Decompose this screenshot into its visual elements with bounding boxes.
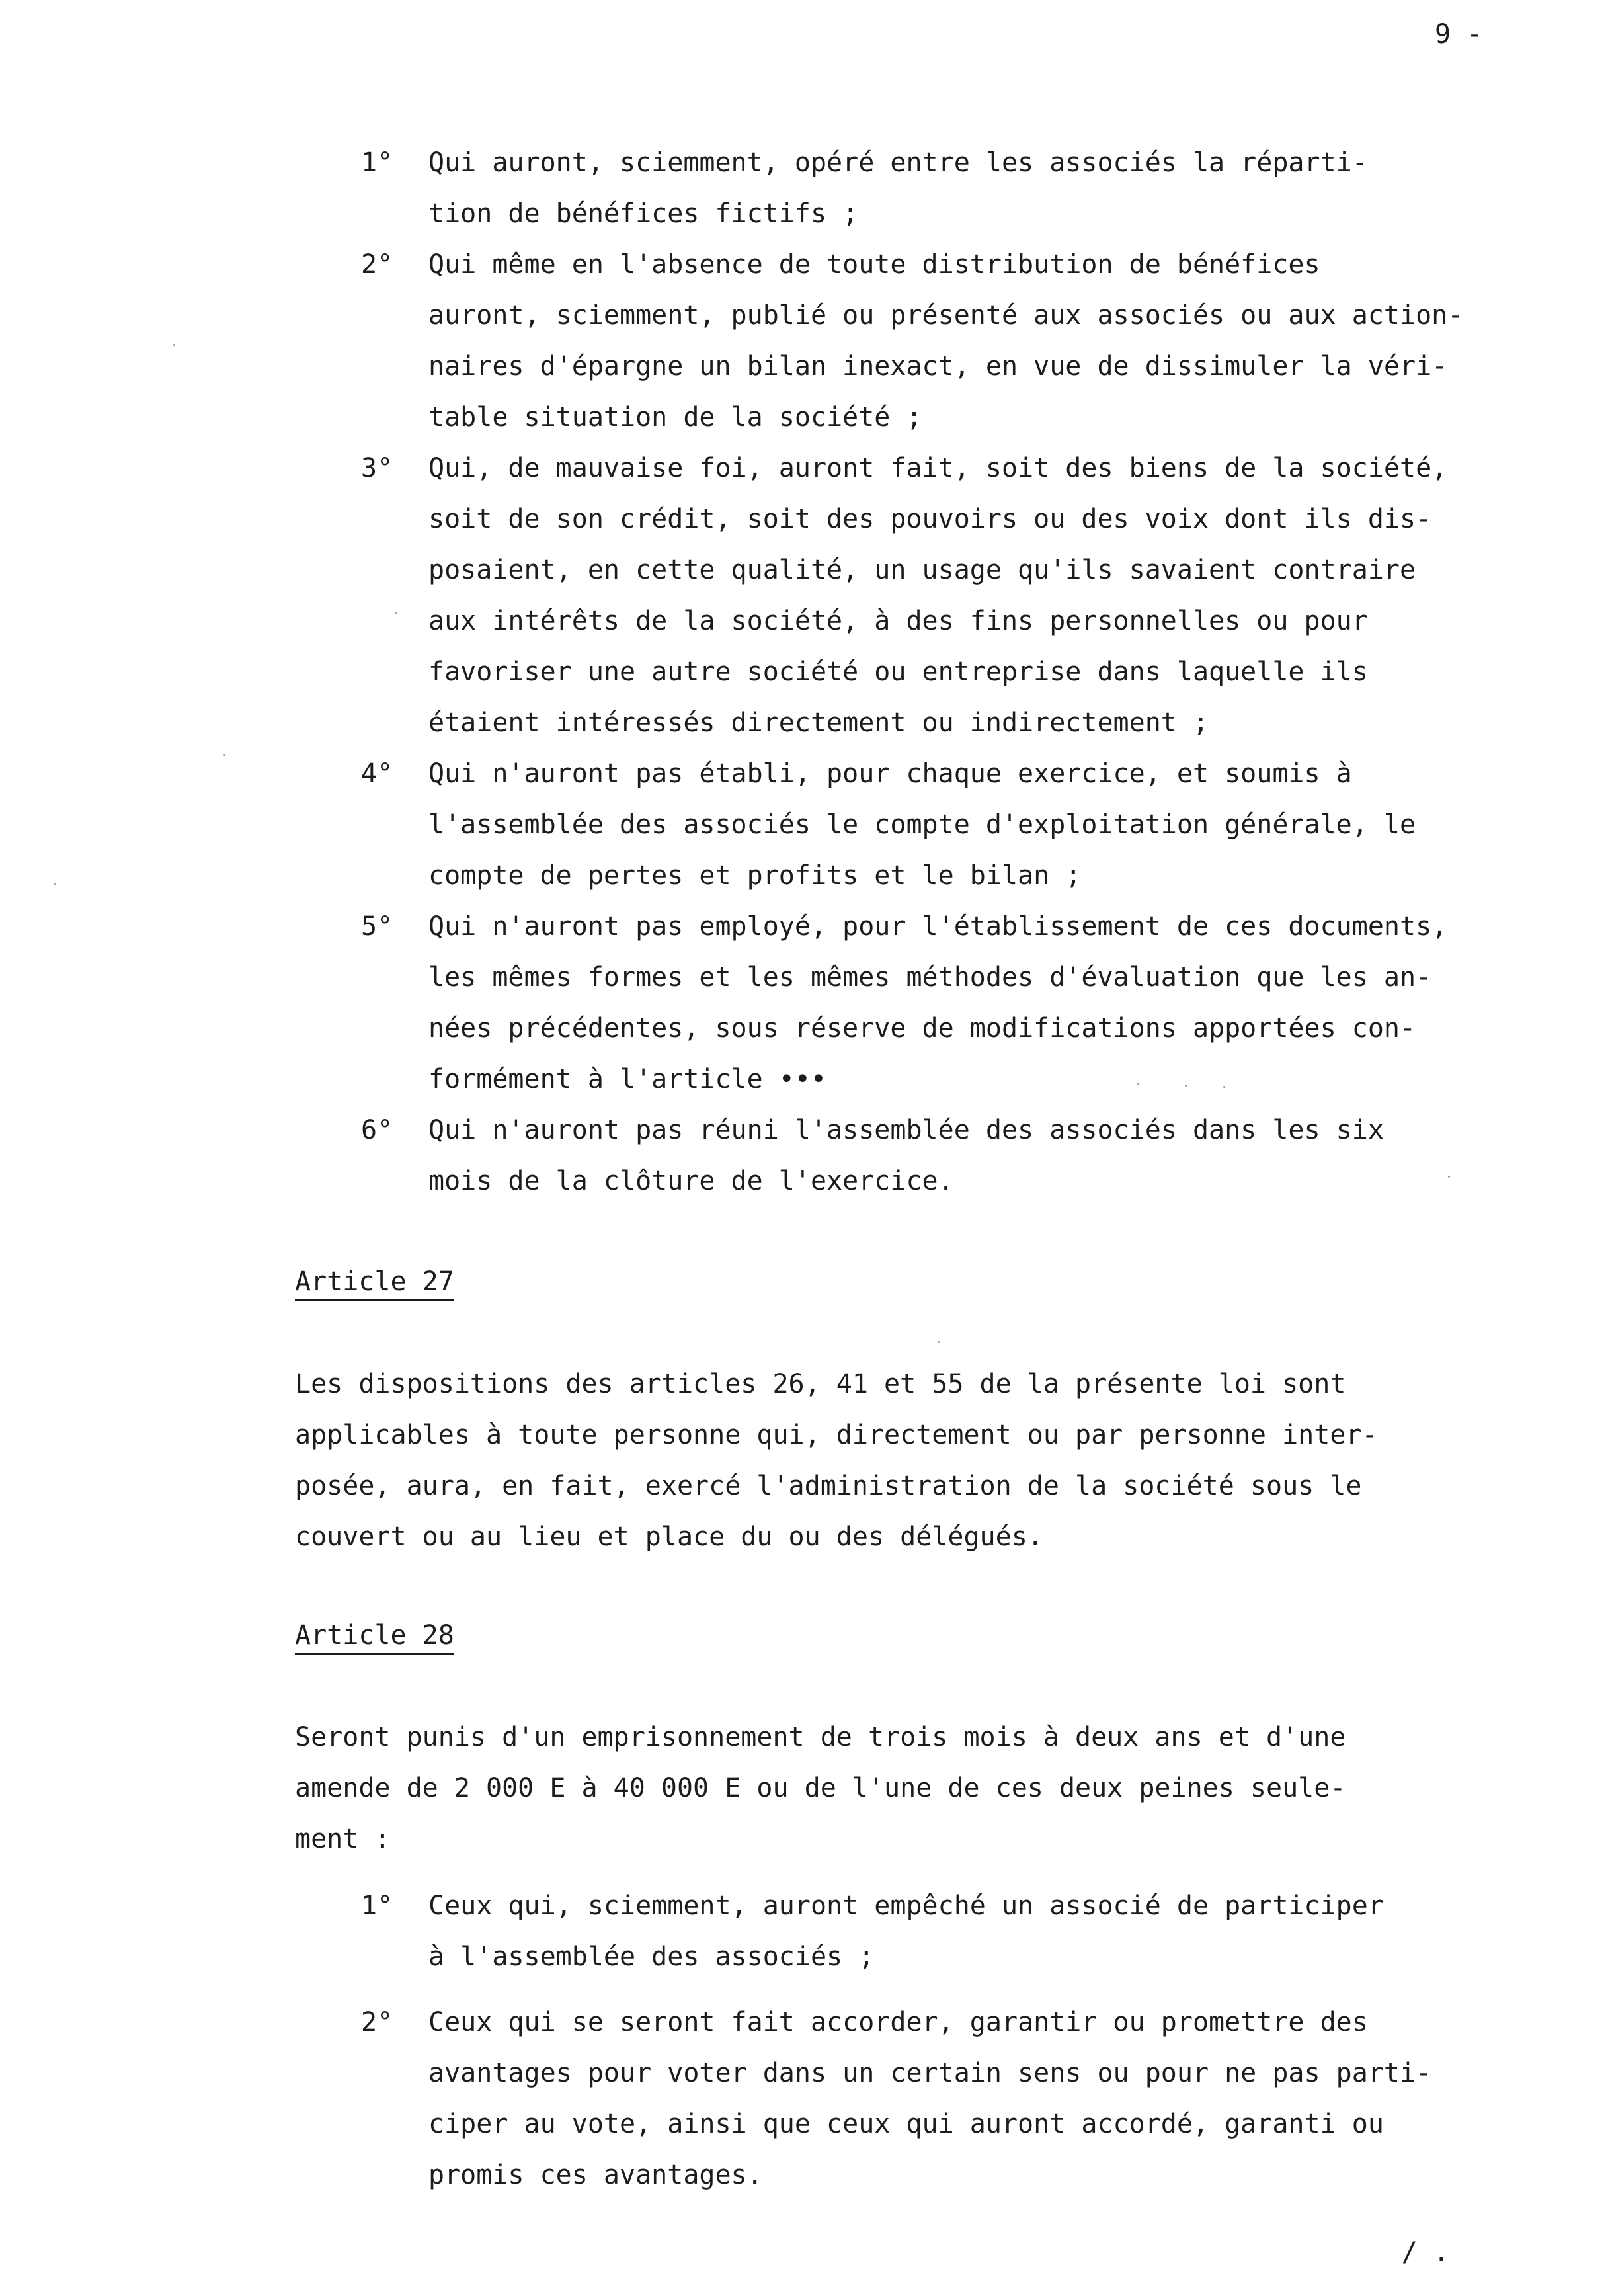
list-item-line: mois de la clôture de l'exercice. <box>428 1166 954 1196</box>
paragraph-line: couvert ou au lieu et place du ou des délégués. <box>295 1522 1043 1552</box>
scan-speck <box>1185 1085 1187 1086</box>
list-item-line: étaient intéressés directement ou indirectement ; <box>428 708 1209 738</box>
list-item-line: Qui n'auront pas employé, pour l'établissement de ces documents, <box>428 911 1448 942</box>
list-item-line: aux intérêts de la société, à des fins personnelles ou pour <box>428 606 1368 636</box>
list-item-line: auront, sciemment, publié ou présenté aux associés ou aux action- <box>428 300 1464 331</box>
list-item-line: formément à l'article ••• <box>428 1064 827 1094</box>
continuation-mark: / . <box>1401 2237 1449 2268</box>
scan-speck <box>938 1341 940 1343</box>
scan-speck <box>1448 1176 1450 1178</box>
paragraph-line: Les dispositions des articles 26, 41 et 55 de la présente loi sont <box>295 1369 1346 1399</box>
paragraph-line: Seront punis d'un emprisonnement de trois mois à deux ans et d'une <box>295 1722 1346 1752</box>
scan-speck <box>173 344 175 346</box>
list-item-line: Qui, de mauvaise foi, auront fait, soit des biens de la société, <box>428 453 1448 483</box>
list-item-line: ciper au vote, ainsi que ceux qui auront accordé, garanti ou <box>428 2109 1384 2139</box>
list-item-line: table situation de la société ; <box>428 402 922 432</box>
list-item-line: Qui n'auront pas réuni l'assemblée des associés dans les six <box>428 1115 1384 1145</box>
list-item-line: nées précédentes, sous réserve de modifications apportées con- <box>428 1013 1416 1044</box>
list-item-line: Qui auront, sciemment, opéré entre les associés la réparti- <box>428 147 1368 178</box>
paragraph-line: applicables à toute personne qui, directement ou par personne inter- <box>295 1420 1378 1450</box>
list-item-line: Qui n'auront pas établi, pour chaque exercice, et soumis à <box>428 758 1352 789</box>
list-item-number: 6° <box>361 1115 393 1145</box>
list-item-line: promis ces avantages. <box>428 2160 763 2190</box>
paragraph-line: ment : <box>295 1824 391 1854</box>
list-item-number: 2° <box>361 249 393 280</box>
paragraph-line: amende de 2 000 E à 40 000 E ou de l'une de ces deux peines seule- <box>295 1773 1346 1803</box>
article-28-heading: Article 28 <box>295 1618 454 1653</box>
page-number: 9 - <box>1435 19 1483 50</box>
list-item-line: les mêmes formes et les mêmes méthodes d'évaluation que les an- <box>428 962 1432 993</box>
list-item-line: Ceux qui, sciemment, auront empêché un associé de participer <box>428 1891 1384 1921</box>
list-item-line: compte de pertes et profits et le bilan ; <box>428 860 1082 891</box>
list-item-line: naires d'épargne un bilan inexact, en vue de dissimuler la véri- <box>428 351 1448 382</box>
scan-speck <box>223 754 225 756</box>
paragraph-line: posée, aura, en fait, exercé l'administration de la société sous le <box>295 1471 1362 1501</box>
article-27-heading: Article 27 <box>295 1264 454 1299</box>
list-item-line: l'assemblée des associés le compte d'exploitation générale, le <box>428 809 1416 840</box>
list-item-number: 2° <box>361 2007 393 2037</box>
list-item-number: 4° <box>361 758 393 789</box>
list-item-line: favoriser une autre société ou entreprise dans laquelle ils <box>428 657 1368 687</box>
list-item-line: avantages pour voter dans un certain sens ou pour ne pas parti- <box>428 2058 1432 2088</box>
scan-speck <box>395 612 397 614</box>
list-item-line: soit de son crédit, soit des pouvoirs ou des voix dont ils dis- <box>428 504 1432 534</box>
list-item-number: 3° <box>361 453 393 483</box>
list-item-line: posaient, en cette qualité, un usage qu'ils savaient contraire <box>428 555 1416 585</box>
list-item-line: Ceux qui se seront fait accorder, garantir ou promettre des <box>428 2007 1368 2037</box>
list-item-number: 1° <box>361 147 393 178</box>
scan-speck <box>1137 1083 1139 1085</box>
scan-speck <box>1223 1086 1225 1088</box>
scan-speck <box>54 883 56 885</box>
list-item-line: tion de bénéfices fictifs ; <box>428 198 859 229</box>
list-item-line: à l'assemblée des associés ; <box>428 1942 875 1972</box>
list-item-line: Qui même en l'absence de toute distribution de bénéfices <box>428 249 1320 280</box>
list-item-number: 1° <box>361 1891 393 1921</box>
list-item-number: 5° <box>361 911 393 942</box>
